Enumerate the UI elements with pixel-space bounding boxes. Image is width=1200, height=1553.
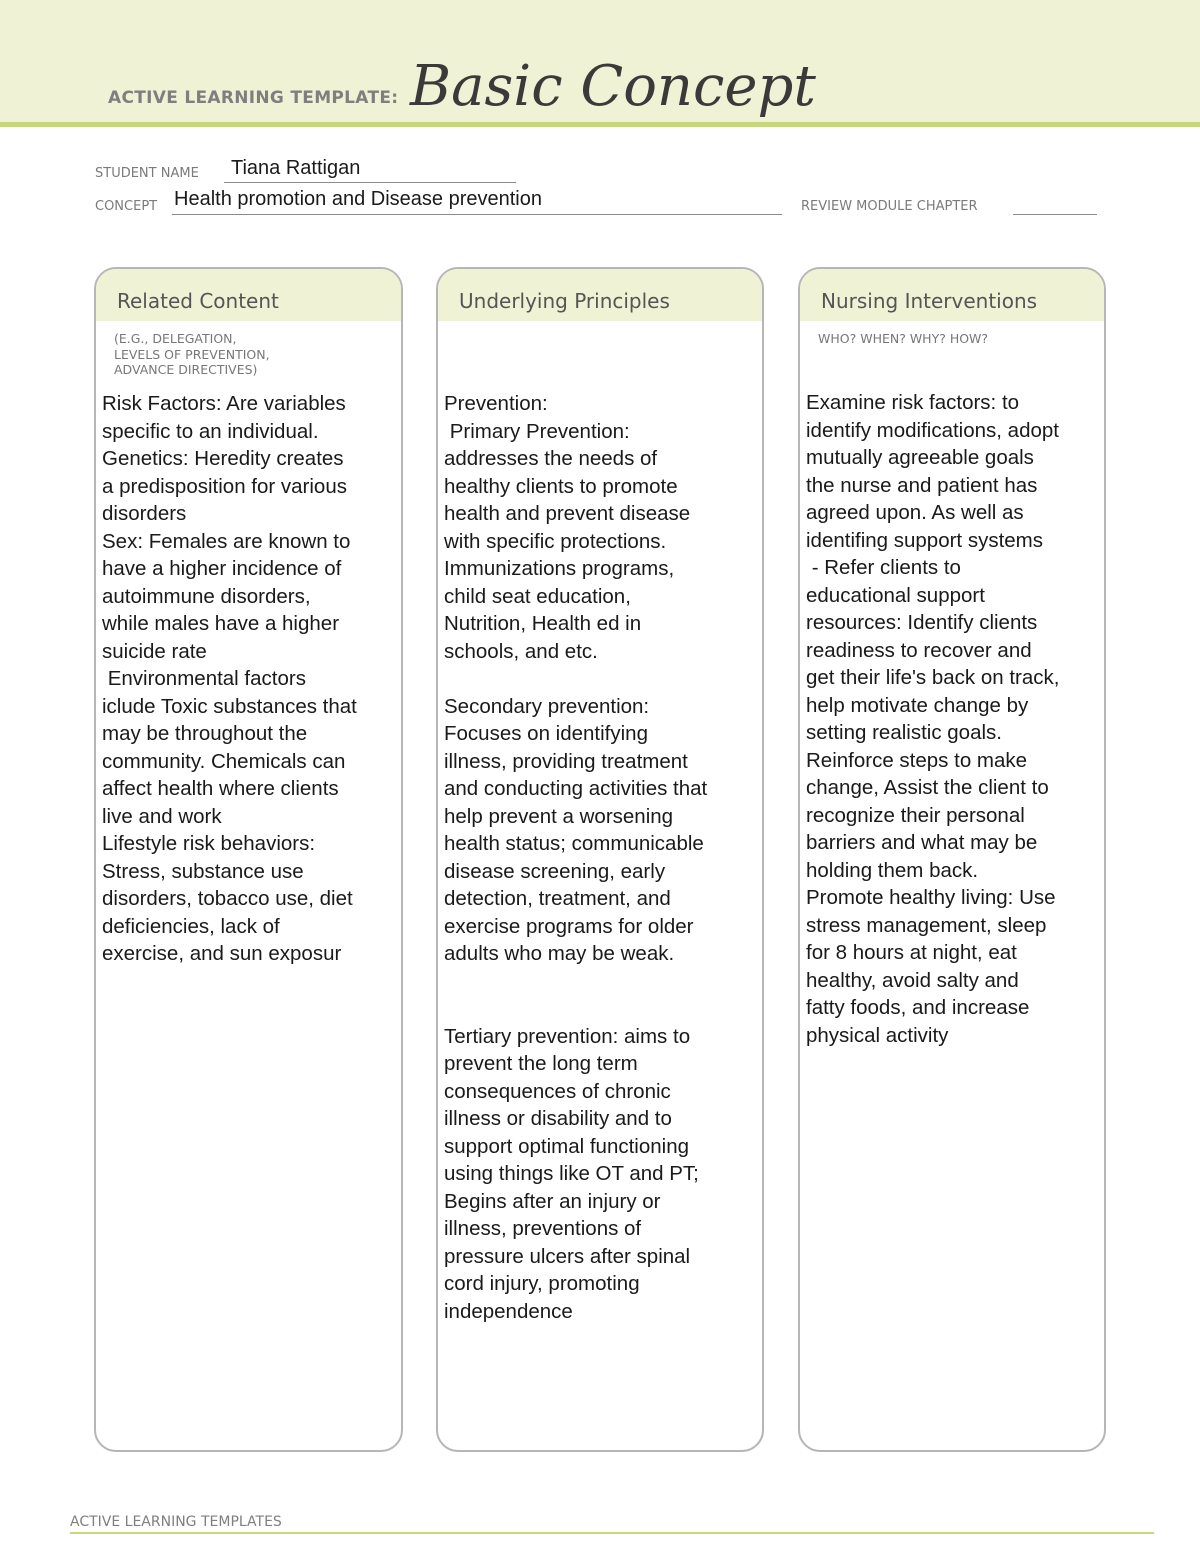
- review-module-label: REVIEW MODULE CHAPTER: [801, 199, 978, 214]
- student-name-line: [224, 182, 516, 183]
- header-divider: [0, 122, 1200, 127]
- template-label: ACTIVE LEARNING TEMPLATE:: [108, 88, 399, 108]
- underlying-principles-card: [436, 267, 764, 1452]
- nursing-interventions-subtitle: WHO? WHEN? WHY? HOW?: [818, 331, 989, 346]
- nursing-interventions-text[interactable]: Examine risk factors: to identify modifications, adopt mutually agreeable goals the nurse and patient has agreed upon. As well as identifing support systems - Refer clients to educational support resources: Identify clients readiness to recover and get their life's back on track, help motivate change by setting realistic goals. Reinforce steps to make change, Assist the client to recognize their personal barriers and what may be holding them back. Promote healthy living: Use stress management, sleep for 8 hours at night, eat healthy, avoid salty and fatty foods, and increase physical activity: [806, 391, 1060, 1047]
- related-content-title: Related Content: [117, 289, 279, 313]
- concept-field[interactable]: Health promotion and Disease prevention: [174, 188, 542, 210]
- page-title: Basic Concept: [410, 54, 816, 119]
- concept-line: [172, 214, 782, 215]
- nursing-interventions-title: Nursing Interventions: [821, 289, 1038, 313]
- student-name-label: STUDENT NAME: [95, 166, 199, 181]
- underlying-principles-text[interactable]: Prevention: Primary Prevention: addresses the needs of healthy clients to promote health and prevent disease with specific protections. Immunizations programs, child seat education, Nutrition, Health ed in schools, and etc. Secondary prevention: Focuses on identifying illness, providing treatment and conducting activities that help prevent a worsening health status; communicable disease screening, early detection, treatment, and exercise programs for older adults who may be weak. Tertiary prevention: aims to prevent the long term consequences of chronic illness or disability and to support optimal functioning using things like OT and PT; Begins after an injury or illness, preventions of pressure ulcers after spinal cord injury, promoting independence: [444, 392, 708, 1323]
- footer-label: ACTIVE LEARNING TEMPLATES: [70, 1514, 282, 1530]
- underlying-principles-title: Underlying Principles: [459, 289, 670, 313]
- related-content-text[interactable]: Risk Factors: Are variables specific to an individual. Genetics: Heredity creates a predisposition for various disorders Sex: Females are known to have a higher incidence of autoimmune disorders, while males have a higher suicide rate Environmental factors iclude Toxic substances that may be throughout the community. Chemicals can affect health where clients live and work Lifestyle risk behaviors: Stress, substance use disorders, tobacco use, diet deficiencies, lack of exercise, and sun exposur: [102, 392, 357, 965]
- student-name-field[interactable]: Tiana Rattigan: [231, 157, 361, 179]
- related-content-subtitle: (E.G., DELEGATION, LEVELS OF PREVENTION, ADVANCE DIRECTIVES): [114, 331, 270, 377]
- footer-divider: [70, 1532, 1154, 1534]
- nursing-interventions-card: [798, 267, 1106, 1452]
- concept-label: CONCEPT: [95, 199, 158, 214]
- related-content-card: [94, 267, 403, 1452]
- review-module-line: [1013, 214, 1097, 215]
